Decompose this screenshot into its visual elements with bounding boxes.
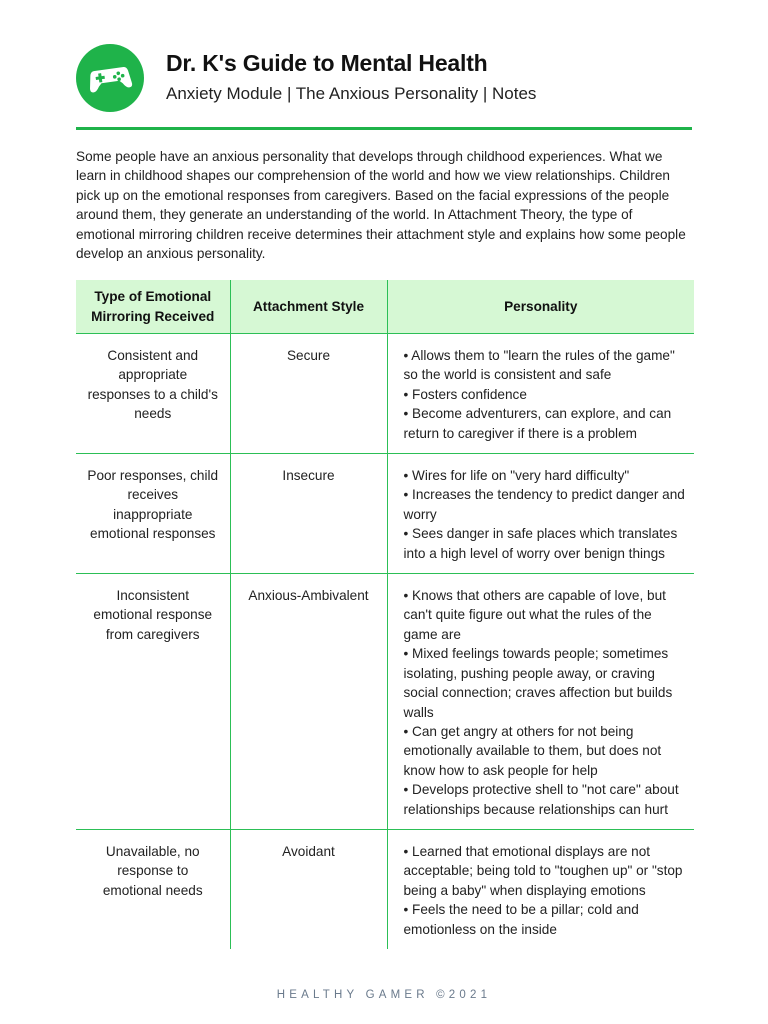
personality-cell — [387, 454, 694, 574]
column-header-personality: Personality — [387, 280, 694, 334]
personality-point: • Increases the tendency to predict danger and worry — [403, 487, 685, 522]
healthy-gamer-logo — [76, 44, 144, 112]
personality-point: • Mixed feelings towards people; sometimes isolating, pushing people away, or craving social connection; craves affection but builds walls — [403, 646, 673, 720]
table-header-row — [76, 280, 694, 334]
style-cell: Avoidant — [230, 829, 387, 949]
attachment-table — [76, 280, 694, 949]
column-header-mirroring: Type of Emotional Mirroring Received — [76, 280, 230, 334]
page-footer: HEALTHY GAMER ©2021 — [276, 989, 492, 1001]
personality-point: • Develops protective shell to "not care" about relationships because relationships can hurt — [403, 782, 679, 817]
personality-point: • Allows them to "learn the rules of the game" so the world is consistent and safe — [403, 348, 675, 383]
page-subtitle: Anxiety Module | The Anxious Personality | Notes — [166, 84, 537, 103]
style-cell: Anxious-Ambivalent — [230, 574, 387, 830]
gamepad-icon — [76, 44, 144, 112]
mirroring-cell: Unavailable, no response to emotional needs — [76, 829, 230, 949]
mirroring-cell: Poor responses, child receives inappropriate emotional responses — [76, 454, 230, 574]
personality-cell — [387, 334, 694, 454]
personality-point: • Fosters confidence — [403, 386, 527, 402]
header-divider — [76, 127, 692, 130]
personality-cell — [387, 574, 694, 830]
table-row — [76, 334, 694, 454]
page-header — [76, 44, 692, 116]
intro-paragraph: Some people have an anxious personality that develops through childhood experiences. What we learn in childhood shapes our comprehension of the world and how we view relationships. Children pick up on the emotional responses from caregivers. Based on the facial expressions of the people around them, they generate an understanding of the world. In Attachment Theory, the type of emotional mirroring children receive determines their attachment style and explains how some people develop an anxious personality. — [76, 149, 686, 262]
mirroring-cell: Inconsistent emotional response from caregivers — [76, 574, 230, 830]
personality-point: • Become adventurers, can explore, and can return to caregiver if there is a problem — [403, 406, 672, 441]
personality-point: • Wires for life on "very hard difficulty" — [403, 468, 630, 484]
table-row — [76, 454, 694, 574]
personality-point: • Learned that emotional displays are not acceptable; being told to "toughen up" or "stop being a baby" when displaying emotions — [403, 843, 683, 898]
personality-point: • Knows that others are capable of love, but can't quite figure out what the rules of the game are — [403, 588, 666, 642]
column-header-style: Attachment Style — [230, 280, 387, 334]
style-cell: Insecure — [230, 454, 387, 574]
personality-point: • Sees danger in safe places which translates into a high level of worry over benign things — [403, 526, 678, 561]
personality-point: • Can get angry at others for not being emotionally available to them, but does not know how to ask people for help — [403, 723, 662, 778]
personality-point: • Feels the need to be a pillar; cold and emotionless on the inside — [403, 902, 639, 937]
page-title: Dr. K's Guide to Mental Health — [166, 50, 488, 76]
personality-cell — [387, 829, 694, 949]
mirroring-cell: Consistent and appropriate responses to a child's needs — [76, 334, 230, 454]
table-row — [76, 574, 694, 830]
table-row — [76, 829, 694, 949]
style-cell: Secure — [230, 334, 387, 454]
